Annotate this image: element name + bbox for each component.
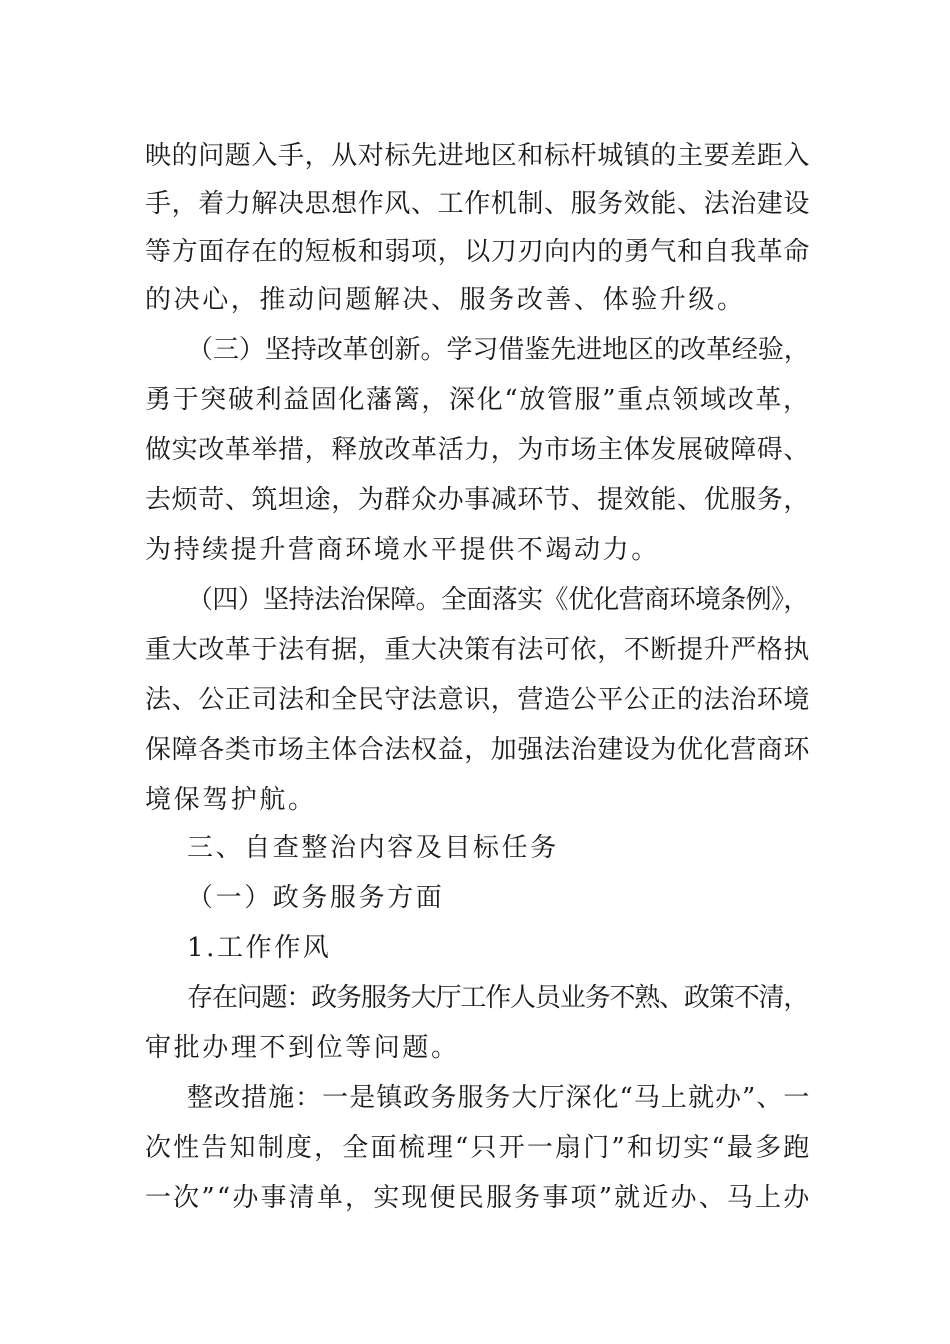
text-line: 审批办理不到位等问题。 xyxy=(145,1033,460,1063)
paragraph-heading-law: （四）坚持法治保障。全面落实《优化营商环境条例》， xyxy=(187,585,809,615)
text-line: 法、公正司法和全民守法意识，营造公平公正的法治环境 xyxy=(145,685,811,715)
text-line: 一次”“办事清单，实现便民服务事项”就近办、马上办 xyxy=(145,1183,812,1213)
text-line: 手，着力解决思想作风、工作机制、服务效能、法治建设 xyxy=(145,189,811,219)
item-heading: 1.工作作风 xyxy=(187,933,332,963)
section-heading: 三、自查整治内容及目标任务 xyxy=(187,833,559,863)
text-line: 勇于突破利益固化藩篱，深化“放管服”重点领域改革， xyxy=(145,385,811,415)
paragraph-heading-reform: （三）坚持改革创新。学习借鉴先进地区的改革经验， xyxy=(187,335,810,365)
problem-paragraph: 存在问题：政务服务大厅工作人员业务不熟、政策不清， xyxy=(187,983,809,1013)
text-line: 去烦苛、筑坦途，为群众办事减环节、提效能、优服务， xyxy=(145,485,811,515)
text-line: 次性告知制度，全面梳理“只开一扇门”和切实“最多跑 xyxy=(145,1133,812,1163)
measures-paragraph: 整改措施：一是镇政务服务大厅深化“马上就办”、一 xyxy=(187,1083,811,1113)
text-line: 映的问题入手，从对标先进地区和标杆城镇的主要差距入 xyxy=(145,141,811,171)
text-line: 做实改革举措，释放改革活力，为市场主体发展破障碍、 xyxy=(145,435,811,465)
text-line: 境保驾护航。 xyxy=(145,785,317,815)
subsection-heading: （一）政务服务方面 xyxy=(187,883,445,913)
text-line: 保障各类市场主体合法权益，加强法治建设为优化营商环 xyxy=(145,735,811,765)
text-line: 等方面存在的短板和弱项，以刀刃向内的勇气和自我革命 xyxy=(145,237,811,267)
text-line: 为持续提升营商环境水平提供不竭动力。 xyxy=(145,535,660,565)
text-line: 重大改革于法有据，重大决策有法可依，不断提升严格执 xyxy=(145,635,811,665)
text-line: 的决心，推动问题解决、服务改善、体验升级。 xyxy=(145,285,746,315)
